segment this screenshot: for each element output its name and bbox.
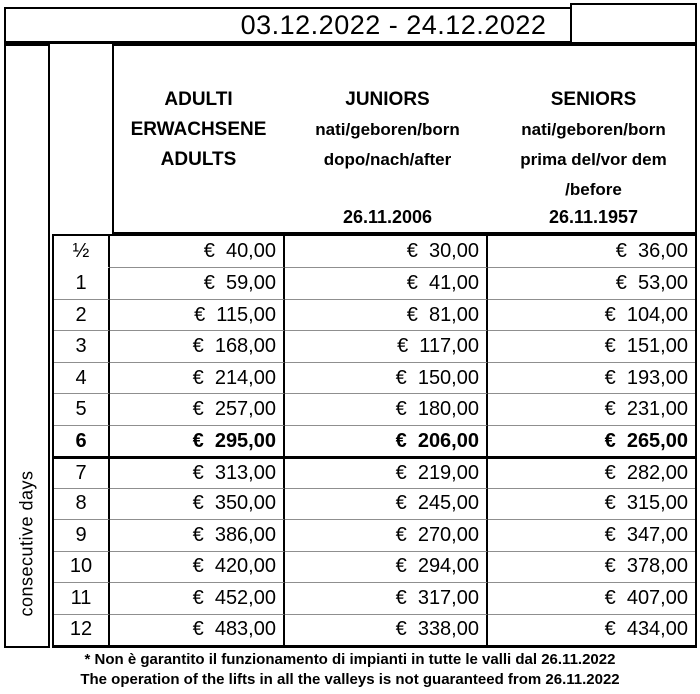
seniors-before-label-2: /before (565, 180, 622, 199)
price-cell-seniors: € 104,00 (488, 299, 695, 330)
adults-label-en: ADULTS (160, 149, 237, 170)
column-header-adults (112, 85, 285, 175)
table-row (54, 362, 695, 393)
price-cell-seniors: € 315,00 (488, 488, 695, 519)
days-cell: 3 (54, 330, 110, 361)
price-cell-adults: € 313,00 (110, 456, 285, 487)
eligibility-date-seniors: 26.11.1957 (548, 207, 639, 227)
price-cell-adults: € 115,00 (110, 299, 285, 330)
price-grid (52, 234, 697, 648)
juniors-after-label: dopo/nach/after (323, 150, 452, 169)
price-cell-adults: € 40,00 (110, 236, 285, 267)
price-cell-adults: € 257,00 (110, 393, 285, 424)
price-cell-adults: € 59,00 (110, 267, 285, 298)
price-cell-seniors: € 151,00 (488, 330, 695, 361)
price-cell-seniors: € 193,00 (488, 362, 695, 393)
consecutive-days-label: consecutive days (16, 469, 37, 617)
column-header-juniors (287, 85, 488, 175)
table-row (54, 330, 695, 361)
title-date-range: 03.12.2022 - 24.12.2022 (240, 10, 547, 40)
adults-label-it: ADULTI (164, 89, 233, 110)
price-cell-seniors: € 53,00 (488, 267, 695, 298)
price-cell-juniors: € 294,00 (285, 551, 488, 582)
price-cell-juniors: € 30,00 (285, 236, 488, 267)
price-cell-seniors: € 434,00 (488, 614, 695, 645)
price-cell-juniors: € 41,00 (285, 267, 488, 298)
seniors-label: SENIORS (550, 89, 637, 110)
days-cell: 6 (54, 425, 110, 456)
price-cell-adults: € 168,00 (110, 330, 285, 361)
adults-label-de: ERWACHSENE (130, 119, 267, 140)
price-cell-seniors: € 282,00 (488, 456, 695, 487)
price-cell-adults: € 295,00 (110, 425, 285, 456)
table-row (54, 488, 695, 519)
footnote-italian: * Non è garantito il funzionamento di impianti in tutte le valli dal 26.11.2022 (84, 651, 616, 668)
table-row (54, 614, 695, 645)
footnote (0, 650, 700, 690)
days-cell: 5 (54, 393, 110, 424)
table-row (54, 456, 695, 487)
eligibility-date-juniors: 26.11.2006 (342, 207, 433, 227)
juniors-born-label: nati/geboren/born (315, 120, 460, 139)
price-cell-juniors: € 219,00 (285, 456, 488, 487)
table-row (54, 299, 695, 330)
price-cell-juniors: € 338,00 (285, 614, 488, 645)
table-row (54, 582, 695, 613)
days-cell: 2 (54, 299, 110, 330)
days-cell: 7 (54, 456, 110, 487)
days-cell: 12 (54, 614, 110, 645)
column-header-seniors (490, 85, 697, 205)
table-row (54, 267, 695, 298)
price-cell-juniors: € 81,00 (285, 299, 488, 330)
price-cell-adults: € 214,00 (110, 362, 285, 393)
price-cell-adults: € 386,00 (110, 519, 285, 550)
price-cell-juniors: € 150,00 (285, 362, 488, 393)
price-cell-adults: € 350,00 (110, 488, 285, 519)
price-cell-juniors: € 206,00 (285, 425, 488, 456)
price-cell-adults: € 420,00 (110, 551, 285, 582)
days-cell: 10 (54, 551, 110, 582)
footnote-english: The operation of the lifts in all the valleys is not guaranteed from 26.11.2022 (80, 671, 620, 688)
days-cell: 4 (54, 362, 110, 393)
price-cell-seniors: € 347,00 (488, 519, 695, 550)
price-cell-adults: € 483,00 (110, 614, 285, 645)
price-cell-adults: € 452,00 (110, 582, 285, 613)
price-cell-seniors: € 265,00 (488, 425, 695, 456)
days-cell: 11 (54, 582, 110, 613)
price-cell-juniors: € 117,00 (285, 330, 488, 361)
days-cell: ½ (54, 236, 110, 267)
table-row (54, 236, 695, 267)
juniors-label: JUNIORS (345, 89, 430, 110)
price-cell-juniors: € 180,00 (285, 393, 488, 424)
price-cell-juniors: € 317,00 (285, 582, 488, 613)
price-cell-seniors: € 407,00 (488, 582, 695, 613)
price-cell-seniors: € 231,00 (488, 393, 695, 424)
seniors-before-label-1: prima del/vor dem (520, 150, 667, 169)
price-cell-juniors: € 270,00 (285, 519, 488, 550)
table-row (54, 519, 695, 550)
price-cell-juniors: € 245,00 (285, 488, 488, 519)
days-cell: 9 (54, 519, 110, 550)
seniors-born-label: nati/geboren/born (521, 120, 666, 139)
price-cell-seniors: € 378,00 (488, 551, 695, 582)
days-cell: 1 (54, 267, 110, 298)
table-row (54, 393, 695, 424)
price-cell-seniors: € 36,00 (615, 240, 688, 263)
table-row (54, 551, 695, 582)
days-cell: 8 (54, 488, 110, 519)
table-row (54, 425, 695, 456)
